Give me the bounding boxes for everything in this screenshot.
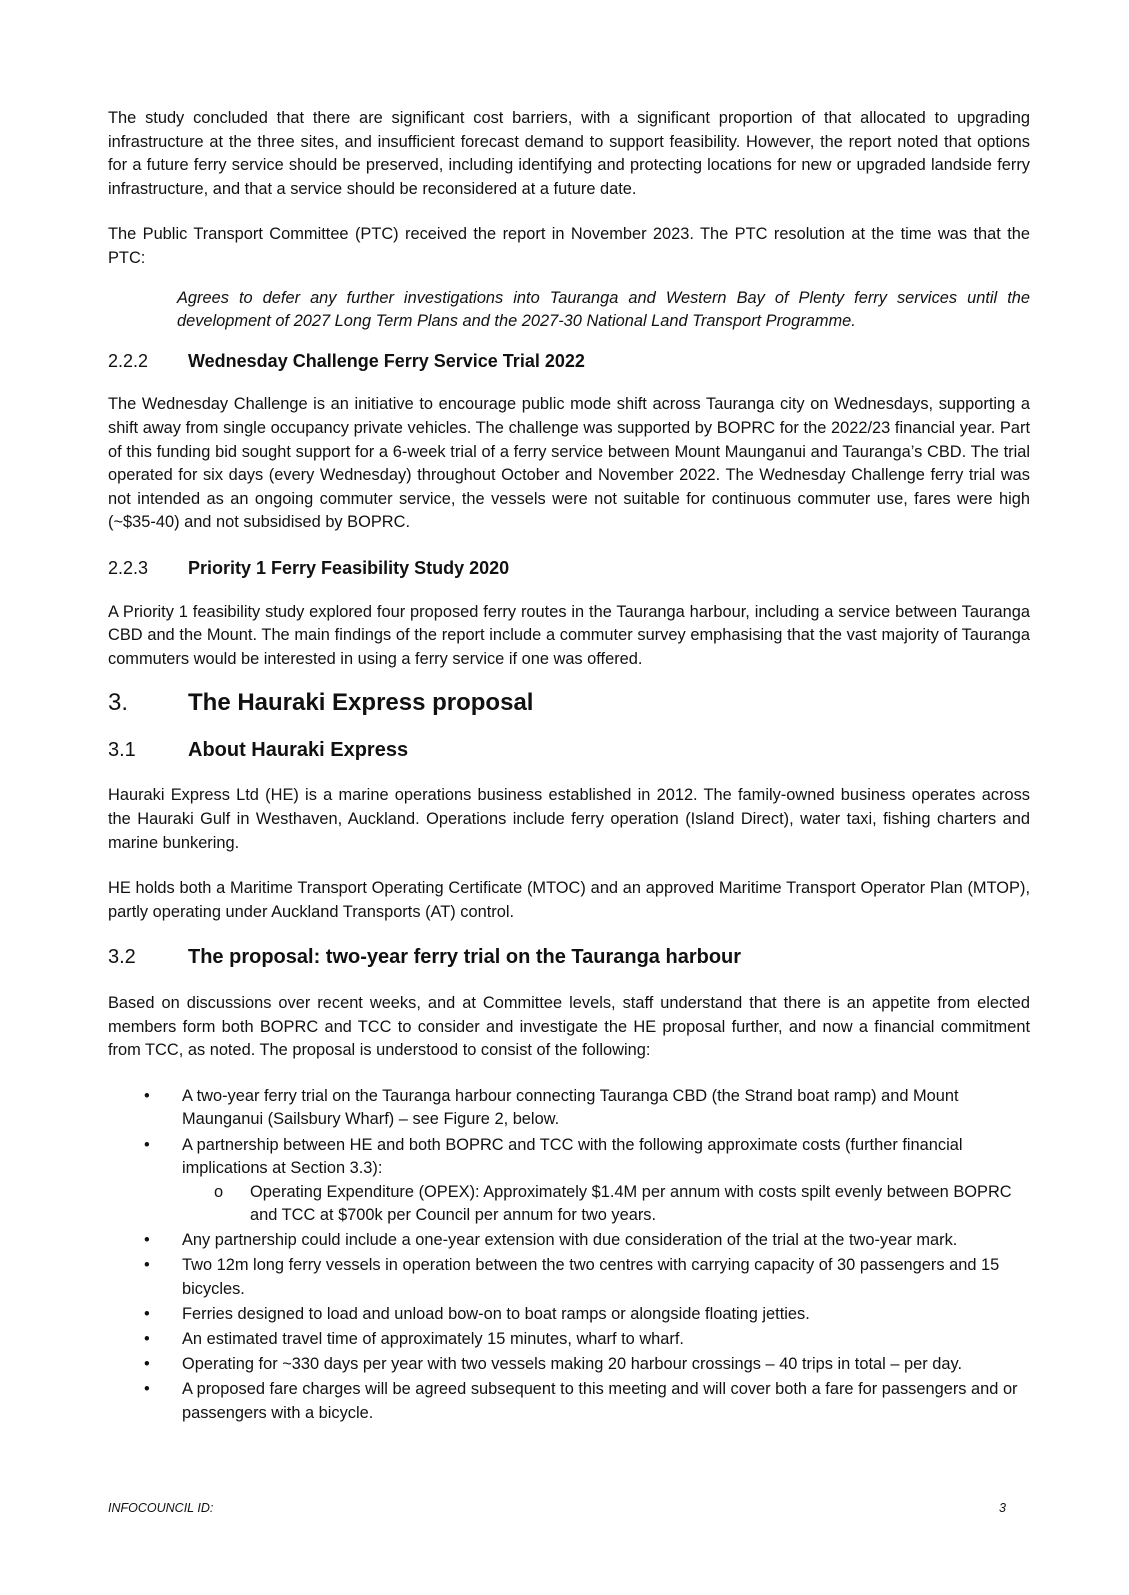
bullet-icon: •	[144, 1231, 150, 1250]
section-3-1-heading	[108, 739, 1030, 763]
section-title: About Hauraki Express	[188, 738, 409, 761]
list-item: • An estimated travel time of approximately 15 minutes, wharf to wharf.	[108, 1328, 1030, 1352]
bullet-icon: •	[144, 1330, 150, 1349]
section-number: 3.	[108, 689, 129, 717]
bullet-icon: •	[144, 1355, 150, 1374]
list-item: • A two-year ferry trial on the Tauranga harbour connecting Tauranga CBD (the Strand boat ramp) and Mount Maunganui (Sailsbury Wharf) – see Figure 2, below.	[144, 1086, 959, 1129]
section-3-1-paragraph-1: Hauraki Express Ltd (HE) is a marine operations business established in 2012. The family-owned business operates across the Hauraki Gulf in Westhaven, Auckland. Operations include ferry operation (Island Direct), water taxi, fishing charters and marine bunkering.	[108, 786, 1030, 852]
section-2-2-2-paragraph: The Wednesday Challenge is an initiative to encourage public mode shift across Tauranga city on Wednesdays, supporting a shift away from single occupancy private vehicles. The challenge was supported by BOPRC for the 2022/23 financial year. Part of this funding bid sought support for a 6-week trial of a ferry service between Mount Maunganui and Tauranga’s CBD. The trial operated for six days (every Wednesday) throughout October and November 2022. The Wednesday Challenge ferry trial was not intended as an ongoing commuter service, the vessels were not suitable for continuous commuter use, fares were high (~$35-40) and not subsidised by BOPRC.	[108, 395, 1030, 532]
infocouncil-id-label: INFOCOUNCIL ID:	[108, 1501, 214, 1515]
bullet-icon: •	[144, 1305, 150, 1324]
section-3-2-heading	[108, 946, 1030, 970]
list-item: • Any partnership could include a one-year extension with due consideration of the trial at the two-year mark.	[108, 1229, 1030, 1253]
bullet-icon: •	[144, 1380, 150, 1399]
list-item: • Operating for ~330 days per year with two vessels making 20 harbour crossings – 40 trips in total – per day.	[108, 1353, 1030, 1377]
section-title: The proposal: two-year ferry trial on the Tauranga harbour	[188, 946, 742, 969]
section-3-1-paragraph-2: HE holds both a Maritime Transport Operating Certificate (MTOC) and an approved Maritime Transport Operator Plan (MTOP), partly operating under Auckland Transports (AT) control.	[108, 879, 1030, 921]
section-2-2-2-heading	[108, 350, 1030, 374]
document-page	[108, 107, 1030, 1427]
intro-paragraph-2: The Public Transport Committee (PTC) received the report in November 2023. The PTC resolution at the time was that the PTC:	[108, 225, 1030, 267]
list-item: • Two 12m long ferry vessels in operation between the two centres with carrying capacity of 30 passengers and 15 bicycles.	[144, 1256, 1000, 1299]
page-footer	[108, 1497, 1006, 1521]
sub-bullet-list	[182, 1181, 1030, 1228]
bullet-icon: •	[144, 1086, 150, 1105]
section-title: Wednesday Challenge Ferry Service Trial 2022	[188, 350, 585, 371]
list-item: • Ferries designed to load and unload bow-on to boat ramps or alongside floating jetties.	[108, 1303, 1030, 1327]
section-3-2-paragraph: Based on discussions over recent weeks, and at Committee levels, staff understand that there is an appetite from elected members form both BOPRC and TCC to consider and investigate the HE proposal further, and now a financial commitment from TCC, as noted. The proposal is understood to consist of the following:	[108, 994, 1030, 1060]
section-2-2-3-paragraph: A Priority 1 feasibility study explored four proposed ferry routes in the Tauranga harbour, including a service between Tauranga CBD and the Mount. The main findings of the report include a commuter survey emphasising that the vast majority of Tauranga commuters would be interested in using a ferry service if one was offered.	[108, 602, 1030, 668]
circle-bullet-icon: o	[214, 1182, 224, 1201]
ptc-resolution-quote: Agrees to defer any further investigations into Tauranga and Western Bay of Plenty ferry services until the development of 2027 Long Term Plans and the 2027-30 National Land Transport Programme.	[177, 288, 1030, 331]
proposal-bullet-list	[108, 1085, 1030, 1426]
section-number: 3.2	[108, 946, 136, 969]
section-number: 2.2.3	[108, 557, 149, 578]
section-title: The Hauraki Express proposal	[188, 689, 534, 717]
intro-paragraph-1: The study concluded that there are significant cost barriers, with a significant proportion of that allocated to upgrading infrastructure at the three sites, and insufficient forecast demand to support feasibility. However, the report noted that options for a future ferry service should be preserved, including identifying and protecting locations for new or upgraded landside ferry infrastructure, and that a service should be reconsidered at a future date.	[108, 109, 1030, 198]
bullet-icon: •	[144, 1256, 150, 1275]
bullet-icon: •	[144, 1135, 150, 1154]
page-number: 3	[999, 1501, 1006, 1515]
section-number: 3.1	[108, 738, 136, 761]
list-item: • A partnership between HE and both BOPRC and TCC with the following approximate costs (further financial implications at Section 3.3): o Operating Expenditure (OPEX): Approximately $1.4M per annum with costs spilt evenly between BOPRC and TCC at $700k per Council per annum for two years.	[108, 1134, 1030, 1228]
section-title: Priority 1 Ferry Feasibility Study 2020	[188, 557, 510, 578]
section-2-2-3-heading	[108, 557, 1030, 581]
section-number: 2.2.2	[108, 350, 149, 371]
list-item: • A proposed fare charges will be agreed subsequent to this meeting and will cover both a fare for passengers and or passengers with a bicycle.	[144, 1380, 1018, 1423]
list-item: o Operating Expenditure (OPEX): Approximately $1.4M per annum with costs spilt evenly between BOPRC and TCC at $700k per Council per annum for two years.	[214, 1182, 1012, 1225]
section-3-heading	[108, 691, 1030, 715]
